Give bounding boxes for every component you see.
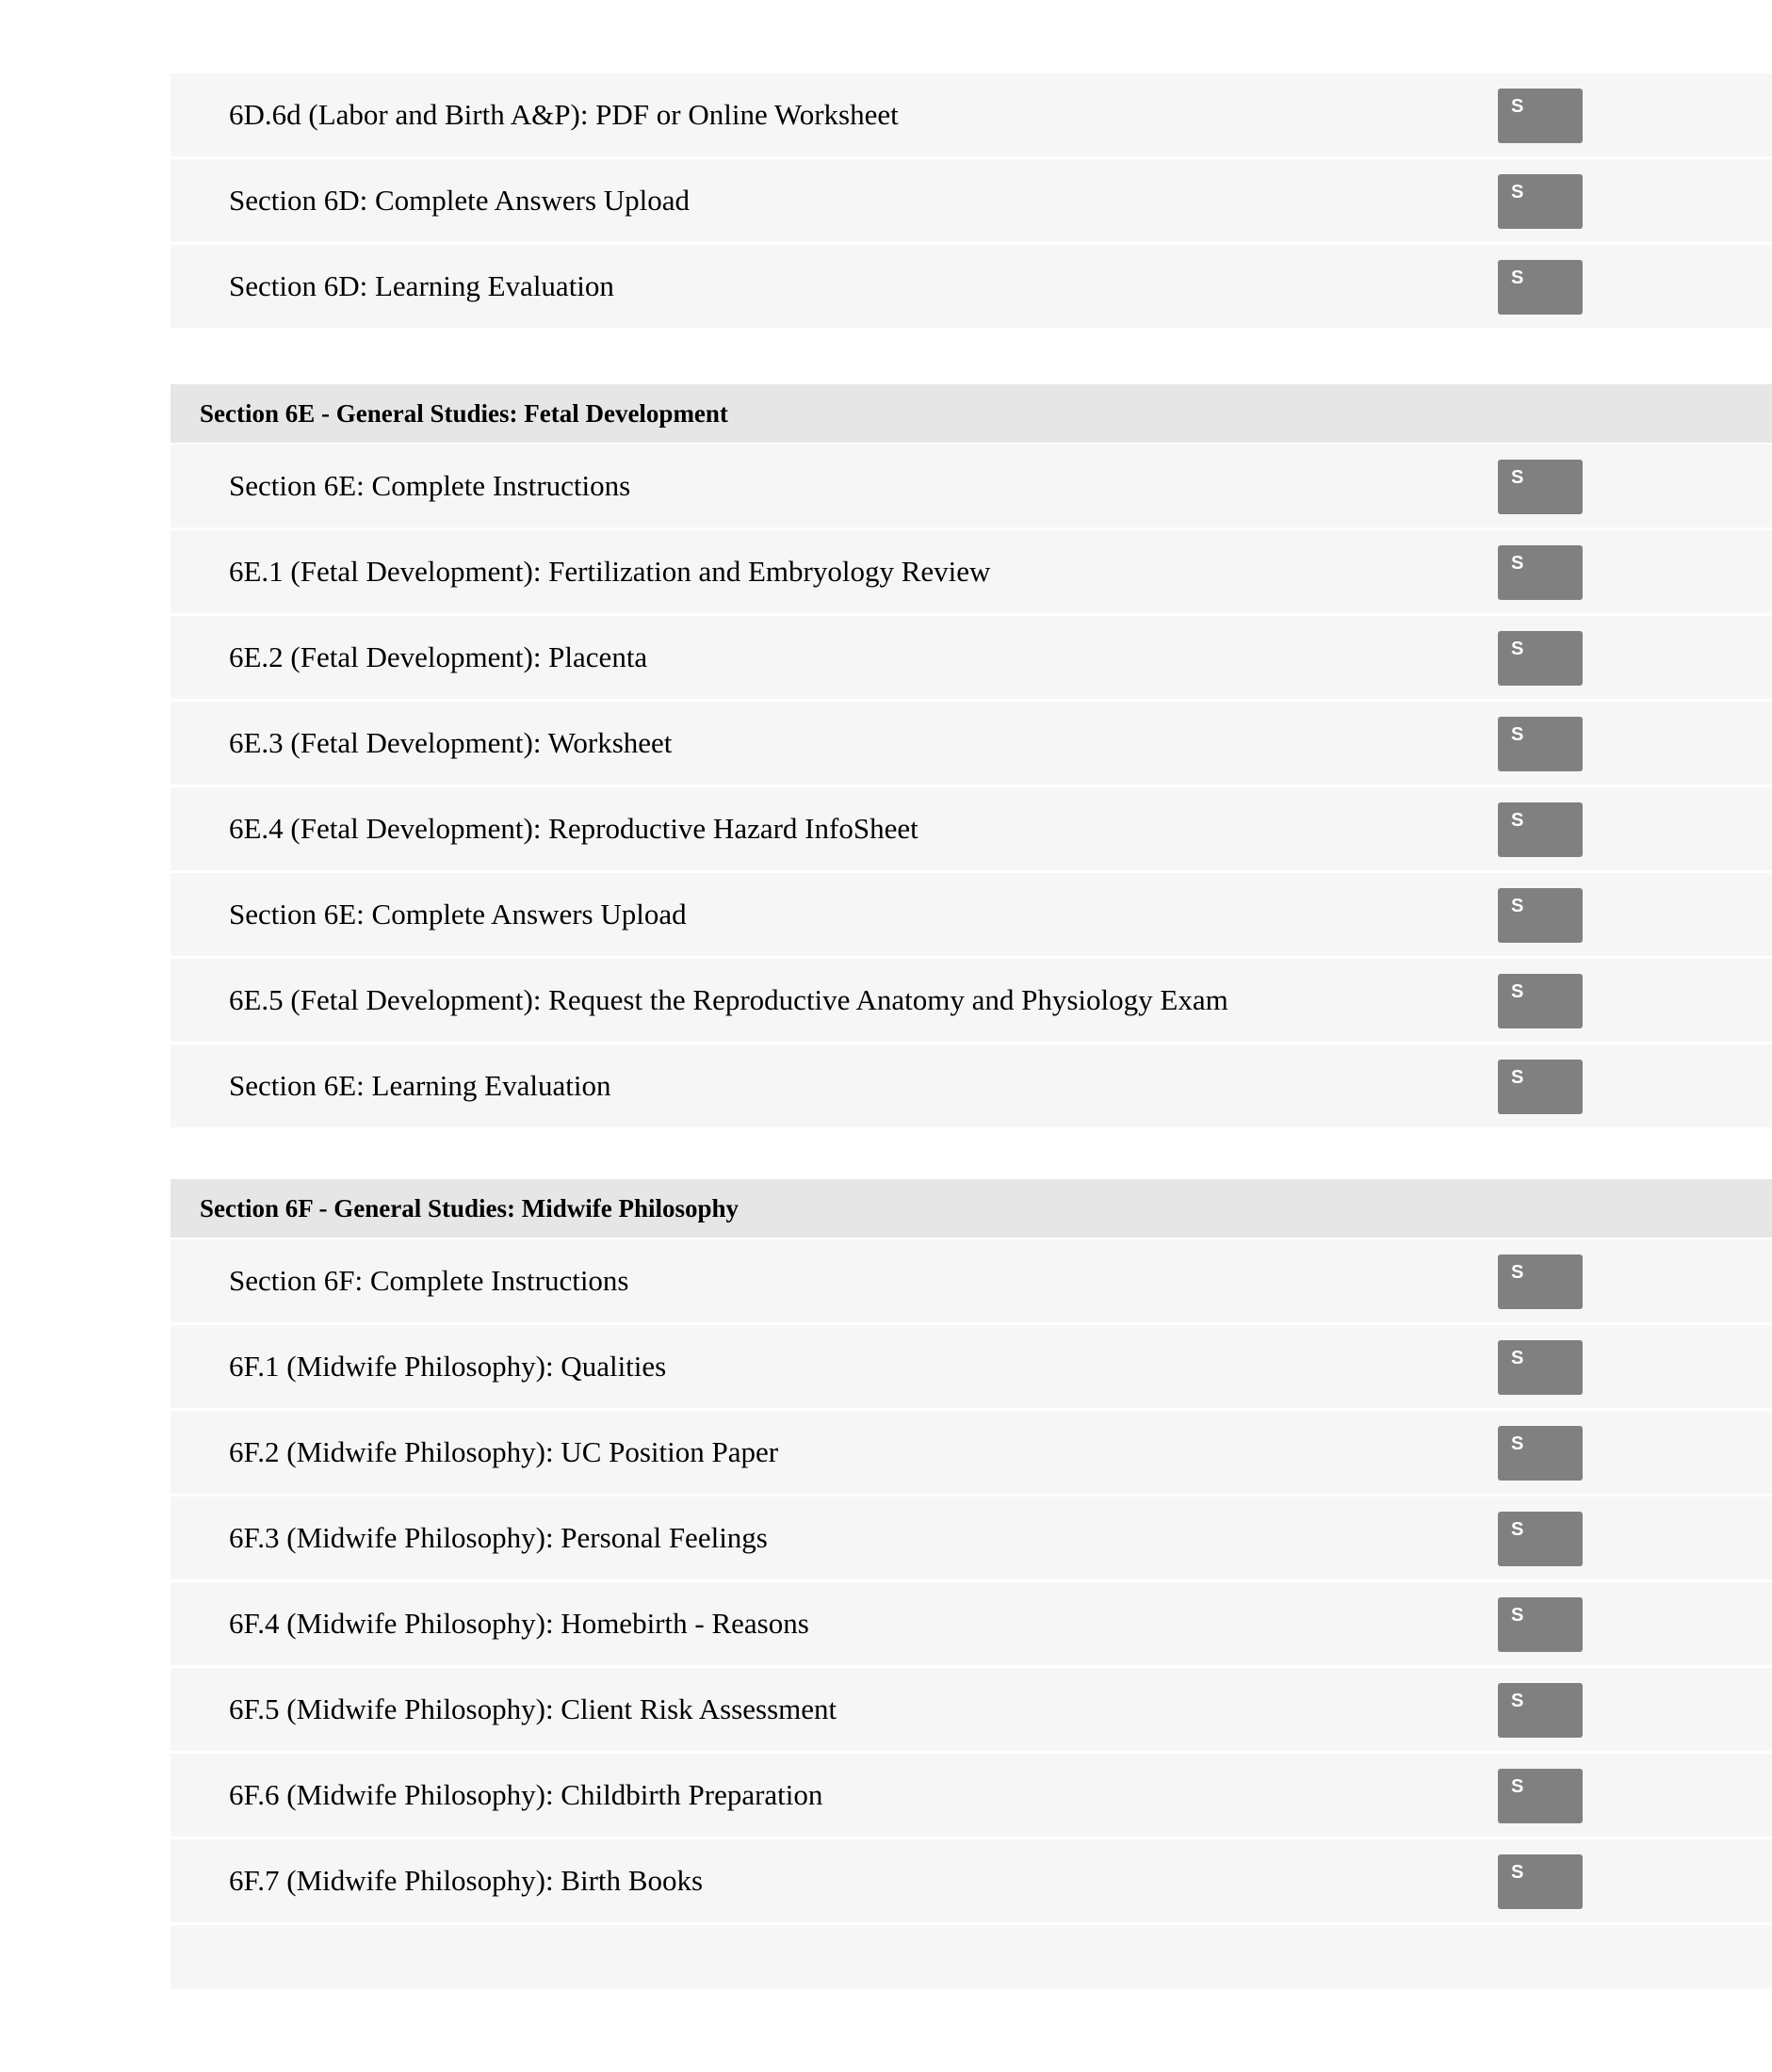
list-item[interactable] xyxy=(171,73,1772,156)
lesson-title: 6D.6d (Labor and Birth A&P): PDF or Online Worksheet xyxy=(229,98,899,131)
start-button[interactable]: S xyxy=(1498,974,1583,1028)
section-6e-block xyxy=(171,384,1772,1127)
start-button[interactable]: S xyxy=(1498,1512,1583,1566)
lesson-title: 6F.1 (Midwife Philosophy): Qualities xyxy=(229,1350,667,1383)
list-item[interactable] xyxy=(171,159,1772,242)
lesson-title: 6F.5 (Midwife Philosophy): Client Risk Assessment xyxy=(229,1692,837,1725)
list-item[interactable] xyxy=(171,1497,1772,1579)
start-button[interactable]: S xyxy=(1498,1683,1583,1738)
start-button[interactable]: S xyxy=(1498,717,1583,771)
start-button[interactable]: S xyxy=(1498,631,1583,686)
list-item[interactable] xyxy=(171,959,1772,1042)
lesson-title: Section 6D: Complete Answers Upload xyxy=(229,184,691,217)
list-item[interactable] xyxy=(171,245,1772,328)
lesson-title: 6E.2 (Fetal Development): Placenta xyxy=(229,640,648,673)
lesson-title: Section 6E: Complete Instructions xyxy=(229,469,631,502)
lesson-title: 6F.4 (Midwife Philosophy): Homebirth - Reasons xyxy=(229,1607,809,1640)
section-6f-block xyxy=(171,1179,1772,1989)
start-button[interactable]: S xyxy=(1498,1769,1583,1823)
list-item[interactable] xyxy=(171,873,1772,956)
section-footer xyxy=(171,1925,1772,1989)
start-button[interactable]: S xyxy=(1498,174,1583,229)
start-button[interactable]: S xyxy=(1498,802,1583,857)
start-button[interactable]: S xyxy=(1498,460,1583,514)
start-button[interactable]: S xyxy=(1498,545,1583,600)
lesson-title: 6E.5 (Fetal Development): Request the Reproductive Anatomy and Physiology Exam xyxy=(229,983,1228,1016)
section-header: Section 6E - General Studies: Fetal Development xyxy=(171,384,1772,443)
list-item[interactable] xyxy=(171,1411,1772,1494)
lesson-title: Section 6F: Complete Instructions xyxy=(229,1264,629,1297)
list-item[interactable] xyxy=(171,530,1772,613)
lesson-title: 6F.2 (Midwife Philosophy): UC Position Paper xyxy=(229,1435,779,1468)
start-button[interactable]: S xyxy=(1498,1426,1583,1481)
start-button[interactable]: S xyxy=(1498,1854,1583,1909)
lesson-title: 6E.1 (Fetal Development): Fertilization and Embryology Review xyxy=(229,555,991,588)
list-item[interactable] xyxy=(171,702,1772,785)
start-button[interactable]: S xyxy=(1498,89,1583,143)
lesson-title: 6F.3 (Midwife Philosophy): Personal Feelings xyxy=(229,1521,768,1554)
list-item[interactable] xyxy=(171,616,1772,699)
list-item[interactable] xyxy=(171,1754,1772,1837)
lesson-title: Section 6E: Learning Evaluation xyxy=(229,1069,611,1102)
lesson-title: 6E.3 (Fetal Development): Worksheet xyxy=(229,726,673,759)
list-item[interactable] xyxy=(171,445,1772,527)
lesson-title: 6F.7 (Midwife Philosophy): Birth Books xyxy=(229,1864,704,1897)
lesson-title: Section 6E: Complete Answers Upload xyxy=(229,898,687,931)
section-6d-block xyxy=(171,73,1772,328)
start-button[interactable]: S xyxy=(1498,1597,1583,1652)
section-header: Section 6F - General Studies: Midwife Philosophy xyxy=(171,1179,1772,1238)
list-item[interactable] xyxy=(171,787,1772,870)
list-item[interactable] xyxy=(171,1839,1772,1922)
start-button[interactable]: S xyxy=(1498,260,1583,315)
list-item[interactable] xyxy=(171,1239,1772,1322)
list-item[interactable] xyxy=(171,1582,1772,1665)
list-item[interactable] xyxy=(171,1044,1772,1127)
lesson-title: 6E.4 (Fetal Development): Reproductive Hazard InfoSheet xyxy=(229,812,919,845)
lesson-title: Section 6D: Learning Evaluation xyxy=(229,269,614,302)
list-item[interactable] xyxy=(171,1325,1772,1408)
start-button[interactable]: S xyxy=(1498,1060,1583,1114)
start-button[interactable]: S xyxy=(1498,888,1583,943)
start-button[interactable]: S xyxy=(1498,1340,1583,1395)
start-button[interactable]: S xyxy=(1498,1255,1583,1309)
list-item[interactable] xyxy=(171,1668,1772,1751)
lesson-title: 6F.6 (Midwife Philosophy): Childbirth Preparation xyxy=(229,1778,823,1811)
